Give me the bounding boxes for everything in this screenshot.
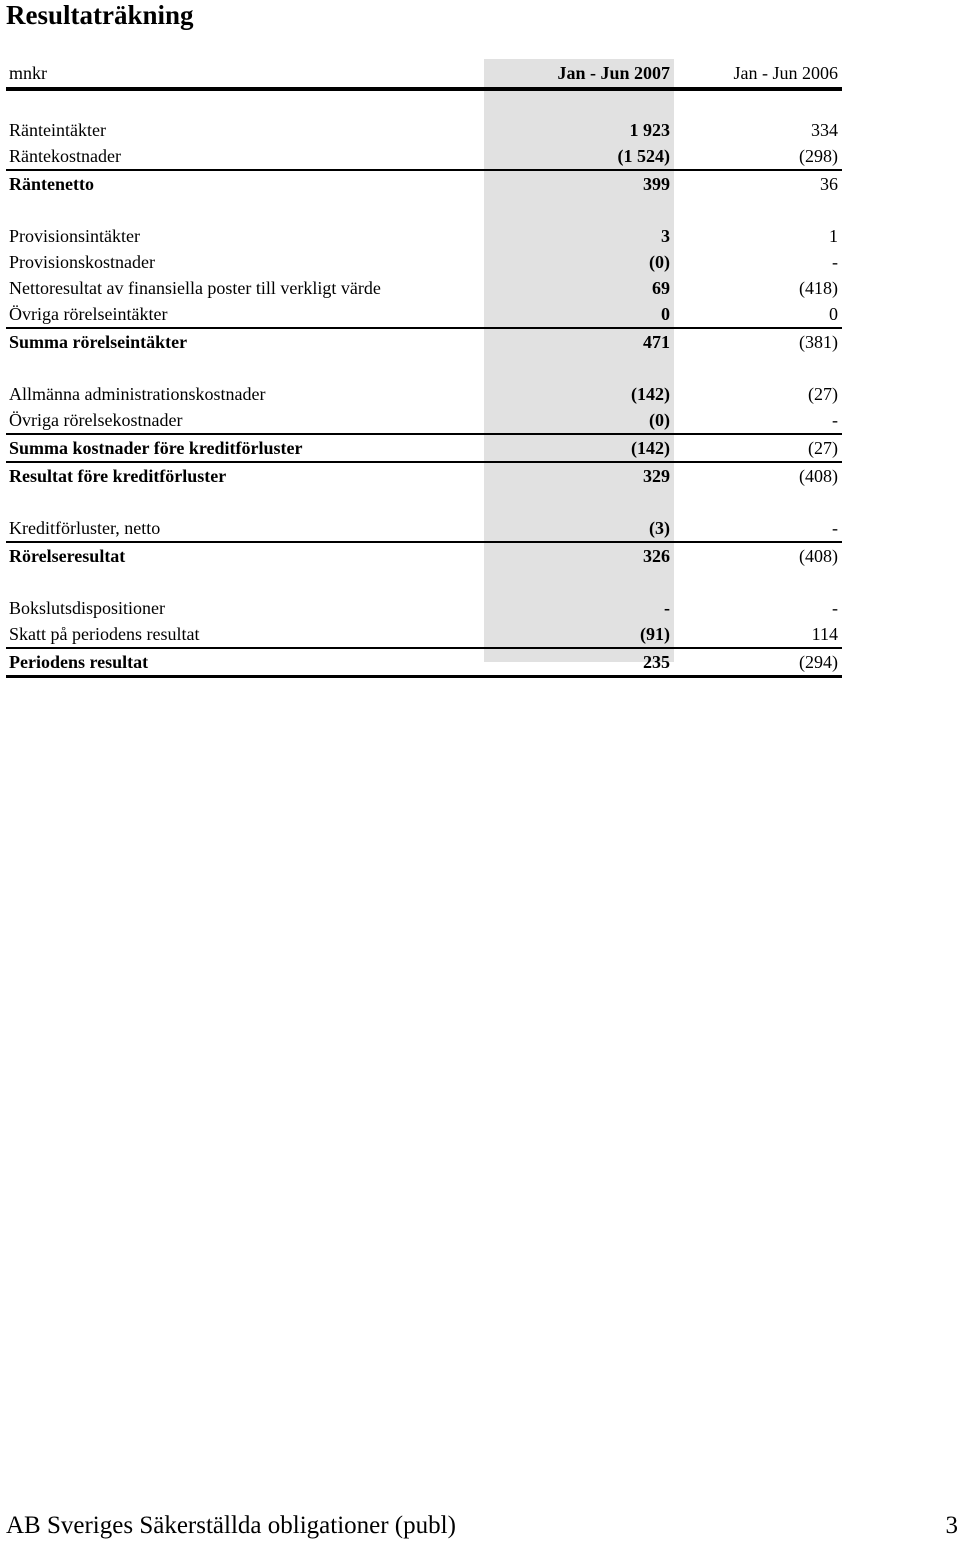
table-row-subtotal <box>6 433 842 461</box>
value-2007: 399 <box>643 174 670 194</box>
value-2007: (0) <box>649 252 670 272</box>
table-row-subtotal <box>6 169 842 197</box>
table-row <box>6 621 842 647</box>
row-label: Övriga rörelsekostnader <box>9 410 183 430</box>
row-label: Övriga rörelseintäkter <box>9 304 168 324</box>
value-2006: - <box>832 598 838 618</box>
value-2007: (142) <box>631 384 670 404</box>
row-label: Bokslutsdispositioner <box>9 598 166 618</box>
value-2006: (408) <box>799 546 838 566</box>
value-2006: (294) <box>799 652 838 672</box>
table-row <box>6 275 842 301</box>
value-2007: 326 <box>643 546 670 566</box>
table-row <box>6 223 842 249</box>
row-label: Kreditförluster, netto <box>9 518 161 538</box>
table-row <box>6 143 842 169</box>
value-2006: (27) <box>808 384 838 404</box>
row-label: Ränteintäkter <box>9 120 106 140</box>
value-2006: - <box>832 252 838 272</box>
table-row-subtotal <box>6 461 842 489</box>
row-label: Provisionsintäkter <box>9 226 140 246</box>
value-2007: 1 923 <box>629 120 670 140</box>
value-2006: 334 <box>811 120 838 140</box>
value-2007: (0) <box>649 410 670 430</box>
value-2007: 471 <box>643 332 670 352</box>
footer-company-name: AB Sveriges Säkerställda obligationer (publ) <box>6 1512 456 1539</box>
value-2007: - <box>664 598 670 618</box>
value-2007: 329 <box>643 466 670 486</box>
value-2007: (1 524) <box>617 146 670 166</box>
value-2006: (408) <box>799 466 838 486</box>
row-label: Skatt på periodens resultat <box>9 624 200 644</box>
row-label: Resultat före kreditförluster <box>9 466 227 486</box>
value-2006: (381) <box>799 332 838 352</box>
value-2007: (91) <box>640 624 670 644</box>
row-label: Nettoresultat av finansiella poster till verkligt värde <box>9 278 381 298</box>
row-label: Periodens resultat <box>9 652 149 672</box>
row-label: Summa rörelseintäkter <box>9 332 188 352</box>
table-header-row <box>6 59 842 91</box>
value-2006: 1 <box>829 226 838 246</box>
value-2006: (27) <box>808 438 838 458</box>
table-row-total <box>6 647 842 678</box>
value-2007: 0 <box>661 304 670 324</box>
page-number: 3 <box>945 1512 958 1539</box>
row-label: Rörelseresultat <box>9 546 126 566</box>
value-2007: (3) <box>649 518 670 538</box>
value-2007: (142) <box>631 438 670 458</box>
column-header-2007: Jan - Jun 2007 <box>557 63 670 83</box>
row-label: Summa kostnader före kreditförluster <box>9 438 303 458</box>
table-row <box>6 249 842 275</box>
value-2007: 235 <box>643 652 670 672</box>
table-row-subtotal <box>6 327 842 355</box>
column-header-2006: Jan - Jun 2006 <box>733 63 838 83</box>
value-2007: 69 <box>652 278 670 298</box>
table-row <box>6 117 842 143</box>
value-2006: 0 <box>829 304 838 324</box>
table-row <box>6 407 842 433</box>
table-row <box>6 301 842 327</box>
row-label: Provisionskostnader <box>9 252 155 272</box>
row-label: Räntekostnader <box>9 146 121 166</box>
value-2006: 36 <box>820 174 838 194</box>
page-title: Resultaträkning <box>6 0 194 30</box>
unit-label: mnkr <box>9 63 47 83</box>
table-row <box>6 595 842 621</box>
income-statement-table <box>6 59 842 678</box>
table-row <box>6 515 842 541</box>
value-2006: - <box>832 410 838 430</box>
row-label: Räntenetto <box>9 174 94 194</box>
value-2006: (418) <box>799 278 838 298</box>
value-2007: 3 <box>661 226 670 246</box>
page-footer <box>6 1511 958 1541</box>
value-2006: - <box>832 518 838 538</box>
value-2006: 114 <box>811 624 838 644</box>
table-row-subtotal <box>6 541 842 569</box>
table-row <box>6 381 842 407</box>
row-label: Allmänna administrationskostnader <box>9 384 266 404</box>
value-2006: (298) <box>799 146 838 166</box>
